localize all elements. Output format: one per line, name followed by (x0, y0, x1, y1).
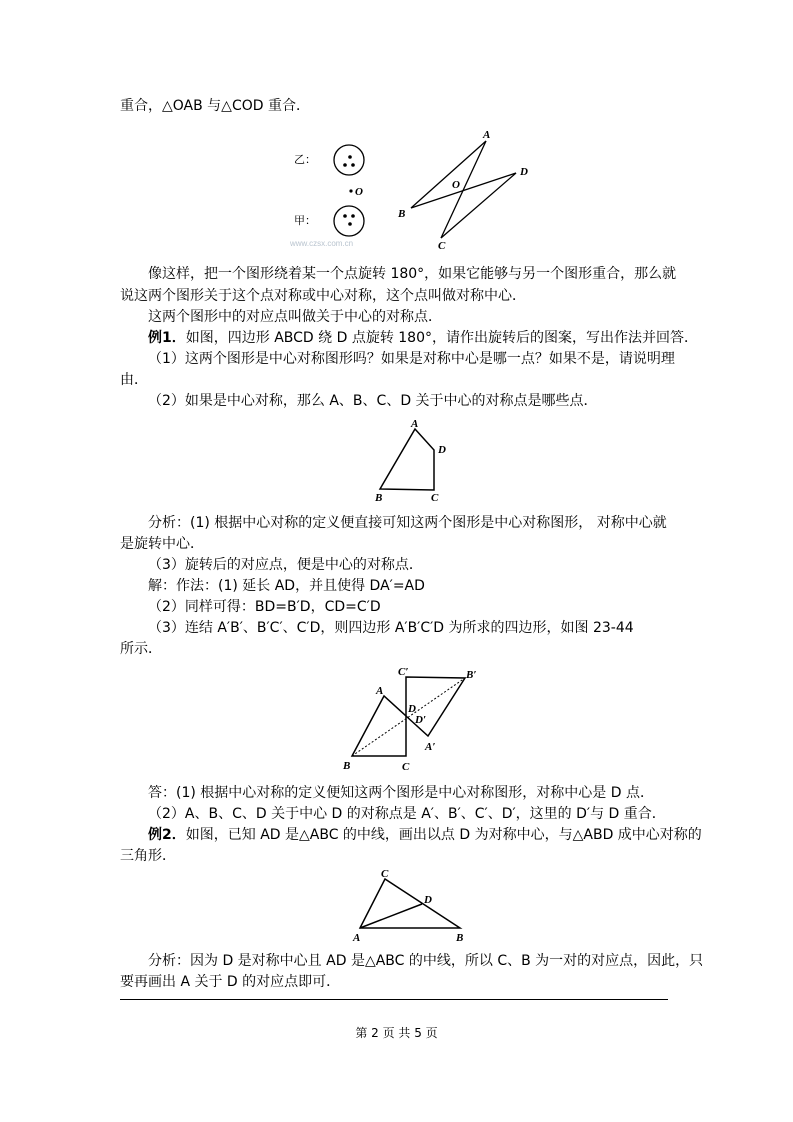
definition-line-1: 像这样，把一个图形绕着某一个点旋转 180°，如果它能够与另一个图形重合，那么就 (148, 266, 677, 282)
dot (343, 214, 347, 218)
solution-step-1: 解：作法：(1) 延长 AD，并且使得 DA′=AD (148, 578, 425, 594)
dot (343, 163, 347, 167)
example-2-line-1 (148, 825, 702, 845)
analysis-1-line-2: 是旋转中心． (120, 536, 204, 552)
example-1-label: 例1． (148, 330, 186, 346)
question-2-line: （2）如果是中心对称，那么 A、B、C、D 关于中心的对称点是哪些点． (148, 393, 598, 409)
analysis-2-line-2: 要再画出 A 关于 D 的对应点即可． (120, 974, 341, 990)
label-D-prime: D′ (415, 714, 427, 726)
analysis-1-line-1: 分析：(1) 根据中心对称的定义便直接可知这两个图形是中心对称图形， 对称中心就 (148, 515, 667, 531)
solution-step-3-line-1: （3）连结 A′B′、B′C′、C′D，则四边形 A′B′C′D 为所求的四边形，如图 23-44 (148, 620, 634, 636)
label-B: B (456, 932, 464, 944)
label-C: C (431, 492, 439, 504)
question-1-line-1: （1）这两个图形是中心对称图形吗？如果是对称中心是哪一点？如果不是，请说明理 (148, 351, 675, 367)
circle-jia (334, 206, 364, 236)
label-O-left: O (355, 186, 363, 198)
label-A: A (483, 129, 491, 141)
watermark: www.czsx.com.cn (290, 239, 354, 248)
figure-quadrilateral (370, 415, 460, 510)
corresponding-points-line: 这两个图形中的对应点叫做关于中心的对称点． (148, 309, 442, 325)
footer-divider (120, 999, 668, 1000)
figure-rotated-quadrilateral (335, 660, 495, 778)
solution-step-3-line-2: 所示． (120, 641, 162, 657)
label-A: A (376, 685, 384, 697)
analysis-3-line: （3）旋转后的对应点，便是中心的对称点． (148, 557, 423, 573)
quadrilateral-ABCD (352, 696, 406, 756)
segment-CA (441, 141, 486, 238)
label-jia: 甲： (294, 214, 316, 227)
triangle-ABC (360, 879, 460, 928)
label-C-prime: C′ (398, 666, 409, 678)
definition-line-2: 说这两个图形关于这个点对称或中心对称，这个点叫做对称中心． (120, 288, 526, 304)
line-intro: 重合，△OAB 与△COD 重合． (120, 98, 310, 114)
label-C: C (402, 761, 410, 773)
dot (348, 222, 352, 226)
figure-rotation-overlap (280, 125, 540, 260)
label-B-prime: B′ (466, 669, 477, 681)
segment-AB (411, 141, 486, 208)
circle-yi (334, 145, 364, 175)
label-D: D (438, 444, 446, 456)
example-2-label: 例2． (148, 827, 186, 843)
label-O: O (452, 179, 460, 191)
question-1-line-2: 由． (120, 372, 148, 388)
dot (348, 155, 352, 159)
dot (351, 214, 355, 218)
solution-step-2: （2）同样可得：BD=B′D，CD=C′D (148, 599, 381, 615)
label-C: C (381, 868, 389, 880)
quadrilateral-ABCD (380, 429, 434, 490)
label-A-prime: A′ (425, 741, 436, 753)
label-D: D (424, 894, 432, 906)
label-A: A (411, 418, 419, 430)
label-C: C (438, 240, 446, 252)
dotted-BB2 (352, 678, 465, 756)
example-1-line (148, 328, 698, 348)
label-A: A (353, 932, 361, 944)
center-point (349, 189, 352, 192)
label-B: B (343, 760, 351, 772)
example-1-text: 如图，四边形 ABCD 绕 D 点旋转 180°，请作出旋转后的图案，写出作法并回答． (185, 330, 698, 346)
analysis-2-line-1: 分析：因为 D 是对称中心且 AD 是△ABC 的中线，所以 C、B 为一对的对应点，因此，只 (148, 953, 704, 969)
answer-1-line: 答：(1) 根据中心对称的定义便知这两个图形是中心对称图形，对称中心是 D 点． (148, 785, 654, 801)
label-B: B (375, 492, 383, 504)
label-D: D (520, 166, 528, 178)
figure-triangle-median (345, 863, 480, 948)
label-yi: 乙： (294, 153, 316, 166)
label-B: B (398, 208, 406, 220)
label-D: D (408, 703, 416, 715)
dot (351, 163, 355, 167)
example-2-line-2: 三角形． (120, 848, 176, 864)
page-number: 第 2 页 共 5 页 (355, 1026, 438, 1040)
median-AD (360, 904, 422, 928)
example-2-text: 如图，已知 AD 是△ABC 的中线，画出以点 D 为对称中心，与△ABD 成中心对称的 (185, 827, 702, 843)
answer-2-line: （2）A、B、C、D 关于中心 D 的对称点是 A′、B′、C′、D′，这里的 D′与 D 重合． (148, 806, 666, 822)
